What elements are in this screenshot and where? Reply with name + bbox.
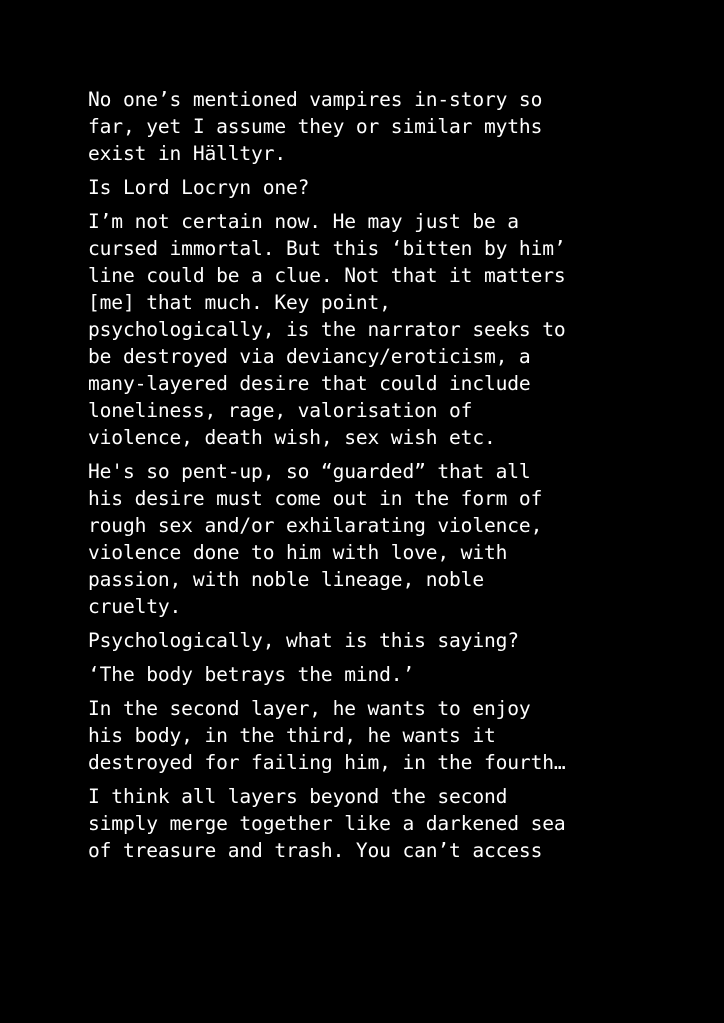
text-line: I’m not certain now. He may just be a [88,210,519,233]
text-line: exist in Hälltyr. [88,142,286,165]
text-line: ‘The body betrays the mind.’ [88,663,415,686]
text-line: simply merge together like a darkened sea [88,812,566,835]
text-line: loneliness, rage, valorisation of [88,399,473,422]
text-line: violence, death wish, sex wish etc. [88,426,496,449]
text-line: his desire must come out in the form of [88,487,543,510]
text-line: of treasure and trash. You can’t access [88,839,543,862]
text-line: No one’s mentioned vampires in-story so [88,88,543,111]
text-line: psychologically, is the narrator seeks to [88,318,566,341]
body-text [88,86,708,871]
text-line: line could be a clue. Not that it matters [88,264,566,287]
text-line: be destroyed via deviancy/eroticism, a [88,345,531,368]
paragraph-question-locryn [88,174,708,201]
text-line: cursed immortal. But this ‘bitten by him’ [88,237,566,260]
text-line: passion, with noble lineage, noble [88,568,484,591]
text-line: rough sex and/or exhilarating violence, [88,514,543,537]
paragraph-quote [88,661,708,688]
text-line: [me] that much. Key point, [88,291,391,314]
paragraph-pent-up [88,458,708,620]
text-line: In the second layer, he wants to enjoy [88,697,531,720]
text-line: many-layered desire that could include [88,372,531,395]
text-line: cruelty. [88,595,182,618]
text-line: his body, in the third, he wants it [88,724,496,747]
paragraph-layers [88,695,708,776]
text-line: I think all layers beyond the second [88,785,508,808]
text-line: He's so pent-up, so “guarded” that all [88,460,531,483]
text-line: Is Lord Locryn one? [88,176,310,199]
paragraph-psych-question [88,627,708,654]
text-line: Psychologically, what is this saying? [88,629,519,652]
text-line: violence done to him with love, with [88,541,508,564]
paragraph-merge [88,783,708,864]
paragraph-vampires [88,86,708,167]
text-line: destroyed for failing him, in the fourth… [88,751,566,774]
paragraph-cursed-immortal [88,208,708,451]
text-line: far, yet I assume they or similar myths [88,115,543,138]
